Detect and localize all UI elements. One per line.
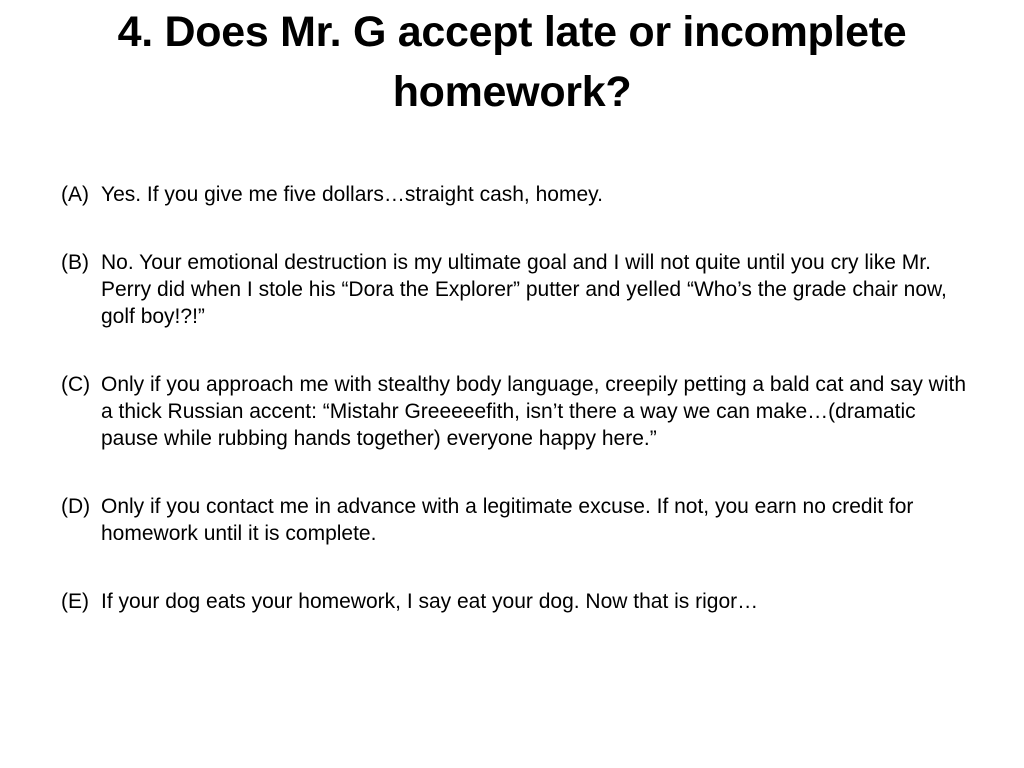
option-marker: (C): [61, 373, 91, 396]
answer-option-a: [61, 181, 966, 208]
option-text: Yes. If you give me five dollars…straight cash, homey.: [101, 183, 603, 206]
answer-option-b: [61, 249, 966, 330]
option-marker: (B): [61, 251, 89, 274]
slide-title: 4. Does Mr. G accept late or incomplete homework?: [117, 8, 907, 116]
option-text: Only if you approach me with stealthy body language, creepily petting a bald cat and say with a thick Russian accent: “Mistahr Greeeeefith, isn’t there a way we can make…(dramatic pause while rubbing hands together) everyone happy here.”: [101, 373, 967, 450]
option-text: If your dog eats your homework, I say eat your dog. Now that is rigor…: [101, 590, 759, 613]
answer-option-c: [61, 371, 966, 452]
option-marker: (E): [61, 590, 89, 613]
option-marker: (A): [61, 183, 89, 206]
option-marker: (D): [61, 495, 91, 518]
option-text: Only if you contact me in advance with a legitimate excuse. If not, you earn no credit for homework until it is complete.: [101, 495, 914, 545]
option-text: No. Your emotional destruction is my ultimate goal and I will not quite until you cry like Mr. Perry did when I stole his “Dora the Explorer” putter and yelled “Who’s the grade chair now, golf boy!?!”: [101, 251, 947, 328]
answer-options-list: [61, 181, 966, 656]
answer-option-d: [61, 493, 966, 547]
answer-option-e: [61, 588, 966, 615]
